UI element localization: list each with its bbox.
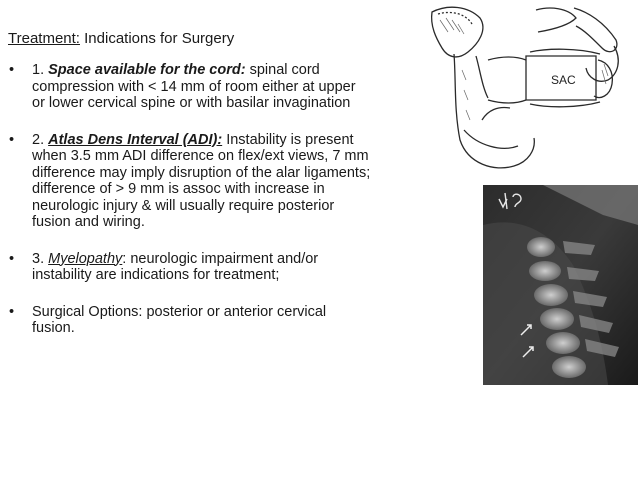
bullet-list — [0, 62, 372, 357]
bullet-number: 1. — [32, 62, 49, 78]
bullet-text: Surgical Options: posterior or anterior cervical fusion. — [32, 303, 327, 336]
bullet-item-adi — [0, 132, 372, 231]
bullet-marker: • — [9, 62, 15, 78]
bullet-item-space-available — [0, 62, 372, 112]
title-rest: Indications for Surgery — [79, 30, 235, 47]
cervical-xray-image — [483, 185, 638, 385]
bullet-item-surgical-options — [0, 304, 372, 337]
bullet-number: 3. — [32, 250, 49, 267]
slide-title — [8, 30, 234, 48]
bullet-text: Instability is present when 3.5 mm ADI difference on flex/ext views, 7 mm difference may imply disruption of the alar ligaments; difference of > 9 mm is assoc with increase in neurologic injury & will usually require posterior fusion and wiring. — [32, 131, 371, 230]
bullet-text: : neurologic impairment and/or instability are indications for treatment; — [32, 250, 319, 283]
title-underlined-part: Treatment: — [8, 30, 80, 47]
bullet-lead: Myelopathy — [48, 250, 123, 267]
bullet-marker: • — [9, 131, 15, 148]
sac-label: SAC — [551, 73, 576, 87]
bullet-item-myelopathy — [0, 251, 372, 284]
vertebra-diagram — [418, 0, 628, 175]
bullet-marker: • — [9, 250, 15, 267]
bullet-number: 2. — [32, 131, 49, 148]
bullet-lead: Space available for the cord: — [48, 62, 246, 78]
bullet-lead: Atlas Dens Interval (ADI): — [48, 131, 223, 148]
bullet-text: spinal cord compression with < 14 mm of room either at upper or lower cervical spine or with basilar invagination — [32, 62, 356, 111]
bullet-marker: • — [9, 303, 15, 320]
